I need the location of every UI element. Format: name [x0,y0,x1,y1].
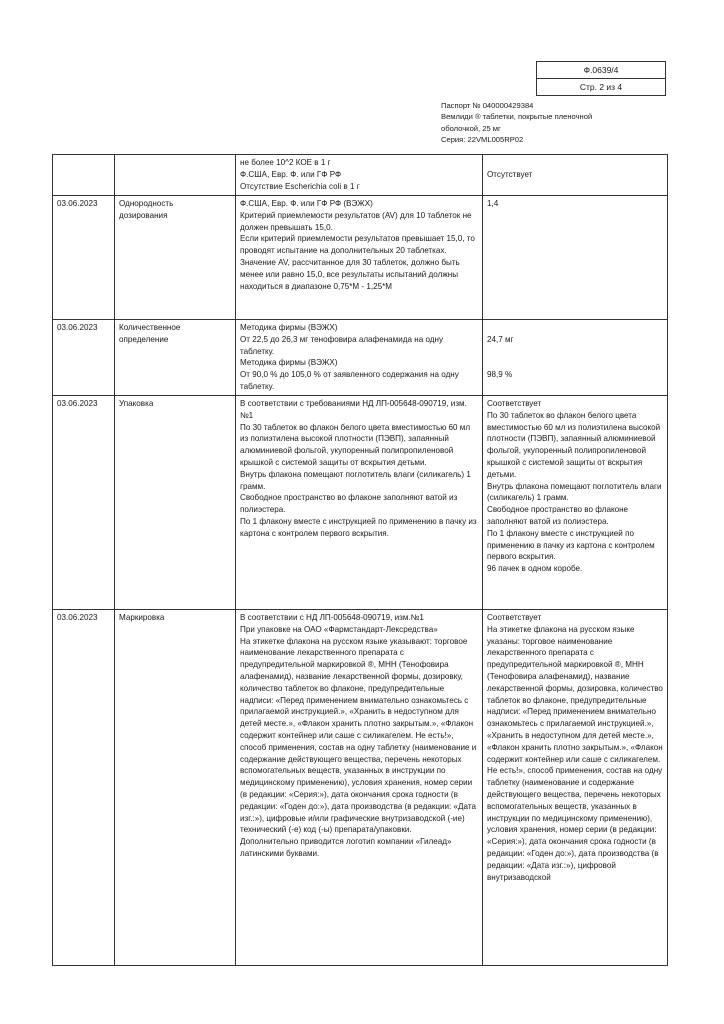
result-cell: Соответствует По 30 таблеток во флакон белого цвета вместимостью 60 мл из полиэтилена высокой плотности (ПЭВП), запаянный алюминиевой фольгой, укупоренный полипропиленовой крышкой с системой защиты от вскрытия детьми. Внутрь флакона помещают поглотитель влаги (силикагель) 1 грамм. Свободное пространство во флаконе заполняют ватой из полиэстера. По 1 флакону вместе с инструкцией по применению в пачку из картона с контролем первого вскрытия. 96 пачек в одном коробе. [483,396,668,610]
requirement-cell: Ф.США, Евр. Ф. или ГФ РФ (ВЭЖХ) Критерий приемлемости результатов (AV) для 10 таблеток не должен превышать 15,0. Если критерий приемлемости результатов превышает 15,0, то проводят испытание на дополнительных 20 таблетках. Значение AV, рассчитанное для 30 таблеток, должно быть менее или равно 15,0, все результаты испытаний должны находиться в диапазоне 0,75*M - 1,25*M [236,196,483,320]
date-cell [53,155,115,196]
passport-number: Паспорт № 040000429384 [441,101,534,110]
requirement-cell: В соответствии с НД ЛП-005648-090719, изм.№1 При упаковке на ОАО «Фармстандарт-Лексредства» На этикетке флакона на русском языке указывают: торговое наименование лекарственного препарата с предупредительной маркировкой ®, МНН (Тенофовира алафенамид), название лекарственной формы, дозировку, количество таблеток во флаконе, предупредительные надписи: «Перед применением внимательно ознакомьтесь с прилагаемой инструкцией.», «Хранить в недоступном для детей месте.», «Флакон хранить плотно закрытым.», «Флакон содержит контейнер или саше с силикагелем. Не есть!», способ применения, состав на одну таблетку (наименование и содержание действующего вещества, перечень некоторых вспомогательных веществ, указанных в инструкции по медицинскому применению), условия хранения, номер серии (в редакции: «Серия:»), дата окончания срока годности (в редакции: «Годен до:»), дата производства (в редакции: «Дата изг.:»), цифровые и/или графические внутризаводской (-ие) технический (-е) код (-ы) препарата/упаковки. Дополнительно приводится логотип компании «Гилеад» латинскими буквами. [236,610,483,966]
result-cell: 24,7 мг 98,9 % [483,320,668,396]
passport-header [441,100,641,145]
requirement-cell: не более 10^2 КОЕ в 1 г Ф.США, Евр. Ф. или ГФ РФ Отсутствие Escherichia coli в 1 г [236,155,483,196]
page-number: Стр. 2 из 4 [537,78,665,95]
date-cell: 03.06.2023 [53,196,115,320]
date-cell: 03.06.2023 [53,320,115,396]
test-name-cell: Маркировка [115,610,236,966]
table-row [53,320,668,396]
result-cell: Соответствует На этикетке флакона на русском языке указаны: торговое наименование лекарственного препарата с предупредительной маркировкой ®, МНН (Тенофовира алафенамид), название лекарственной формы, дозировка, количество таблеток во флаконе, предупредительные надписи: «Перед применением внимательно ознакомьтесь с прилагаемой инструкцией.», «Хранить в недоступном для детей месте.», «Флакон хранить плотно закрытым.», «Флакон содержит контейнер или саше с силикагелем. Не есть!», способ применения, состав на одну таблетку (наименование и содержание действующего вещества, перечень некоторых вспомогательных веществ, указанных в инструкции по медицинскому применению), условия хранения, номер серии (в редакции: «Серия:»), дата окончания срока годности (в редакции: «Годен до:»), дата производства (в редакции: «Дата изг.:»), цифровой внутризаводской [483,610,668,966]
date-cell: 03.06.2023 [53,610,115,966]
requirement-cell: В соответствии с требованиями НД ЛП-005648-090719, изм.№1 По 30 таблеток во флакон белого цвета вместимостью 60 мл из полиэтилена высокой плотности (ПЭВП), запаянный алюминиевой фольгой, укупоренный полипропиленовой крышкой с системой защиты от вскрытия детьми. Внутрь флакона помещают поглотитель влаги (силикагель) 1 грамм. Свободное пространство во флаконе заполняют ватой из полиэстера. По 1 флакону вместе с инструкцией по применению в пачку из картона с контролем первого вскрытия. [236,396,483,610]
form-code: Ф.0639/4 [583,65,619,75]
date-cell: 03.06.2023 [53,396,115,610]
test-name-cell [115,155,236,196]
result-cell: Отсутствует [483,155,668,196]
table-row [53,155,668,196]
table-row [53,196,668,320]
result-cell: 1,4 [483,196,668,320]
product-form: оболочкой, 25 мг [441,123,501,133]
product-name: Вемлиди ® таблетки, покрытые пленочной [441,112,593,122]
requirement-cell: Методика фирмы (ВЭЖХ) От 22,5 до 26,3 мг тенофовира алафенамида на одну таблетку. Методика фирмы (ВЭЖХ) От 90,0 % до 105,0 % от заявленного содержания на одну таблетку. [236,320,483,396]
batch-number: Серия: 22VML005RP02 [441,134,524,144]
form-code-box [536,61,666,96]
table-row [53,610,668,966]
table-row [53,396,668,610]
test-name-cell: Упаковка [115,396,236,610]
test-name-cell: Количественное определение [115,320,236,396]
test-results-table [52,154,668,966]
test-name-cell: Однородность дозирования [115,196,236,320]
